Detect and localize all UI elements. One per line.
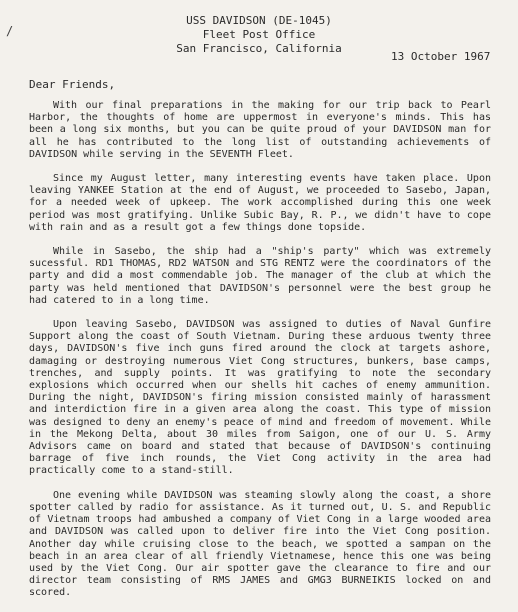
paragraph-4: Upon leaving Sasebo, DAVIDSON was assigned to duties of Naval Gunfire Support along the coast of South Vietnam. During these arduous twenty three days, DAVIDSON's five inch guns fired around the clock at targets ashore, damaging or destroying numerous Viet Cong structures, bunkers, base camps, trenches, and supply points. It was gratifying to note the secondary explosions which occurred when our shells hit caches of enemy ammunition. During the night, DAVIDSON's firing mission consisted mainly of harassment and interdiction fire in a given area along the coast. This type of mission was designed to deny an enemy's peace of mind and freedom of movement. While in the Mekong Delta, about 30 miles from Saigon, one of our U. S. Army Advisors came on board and stated that because of DAVIDSON's continuing barrage of five inch rounds, the Viet Cong activity in the area had practically come to a stand-still.: [29, 319, 491, 477]
pen-mark: /: [6, 24, 14, 38]
paragraph-2: Since my August letter, many interesting events have taken place. Upon leaving YANKEE Station at the end of August, we proceeded to Sasebo, Japan, for a needed week of upkeep. The work accomplished during this one week period was most gratifying. Unlike Subic Bay, R. P., we didn't have to cope with rain and as a result got a few things done topside.: [29, 173, 491, 233]
letter-date: 13 October 1967: [391, 50, 491, 63]
salutation: Dear Friends,: [29, 78, 116, 91]
city: San Francisco, California: [176, 42, 342, 55]
post-office: Fleet Post Office: [202, 28, 316, 41]
paragraph-1: With our final preparations in the making for our trip back to Pearl Harbor, the thoughts of home are uppermost in everyone's minds. This has been a long six months, but you can be quite proud of your DAVIDSON man for all he has contributed to the long list of outstanding achievements of DAVIDSON while serving in the SEVENTH Fleet.: [29, 100, 491, 160]
ship-name: USS DAVIDSON (DE-1045): [186, 14, 332, 27]
paragraph-5: One evening while DAVIDSON was steaming slowly along the coast, a shore spotter called by radio for assistance. As it turned out, U. S. and Republic of Vietnam troops had ambushed a company of Viet Cong in a large wooded area and DAVIDSON was called upon to deliver fire into the Viet Cong position. Another day while cruising close to the beach, we spotted a sampan on the beach in an area clear of all friendly Vietnamese, hence this one was being used by the Viet Cong. Our air spotter gave the clearance to fire and our director team consisting of RMS JAMES and GMG3 BURNEIKIS locked on and scored.: [29, 489, 491, 599]
paragraph-3: While in Sasebo, the ship had a "ship's party" which was extremely sucessful. RD1 THOMAS, RD2 WATSON and STG RENTZ were the coordinators of the party and did a most commendable job. The manager of the club at which the party was held mentioned that DAVIDSON's personnel were the best group he had catered to in a long time.: [29, 246, 491, 306]
letter-body: [29, 100, 491, 612]
